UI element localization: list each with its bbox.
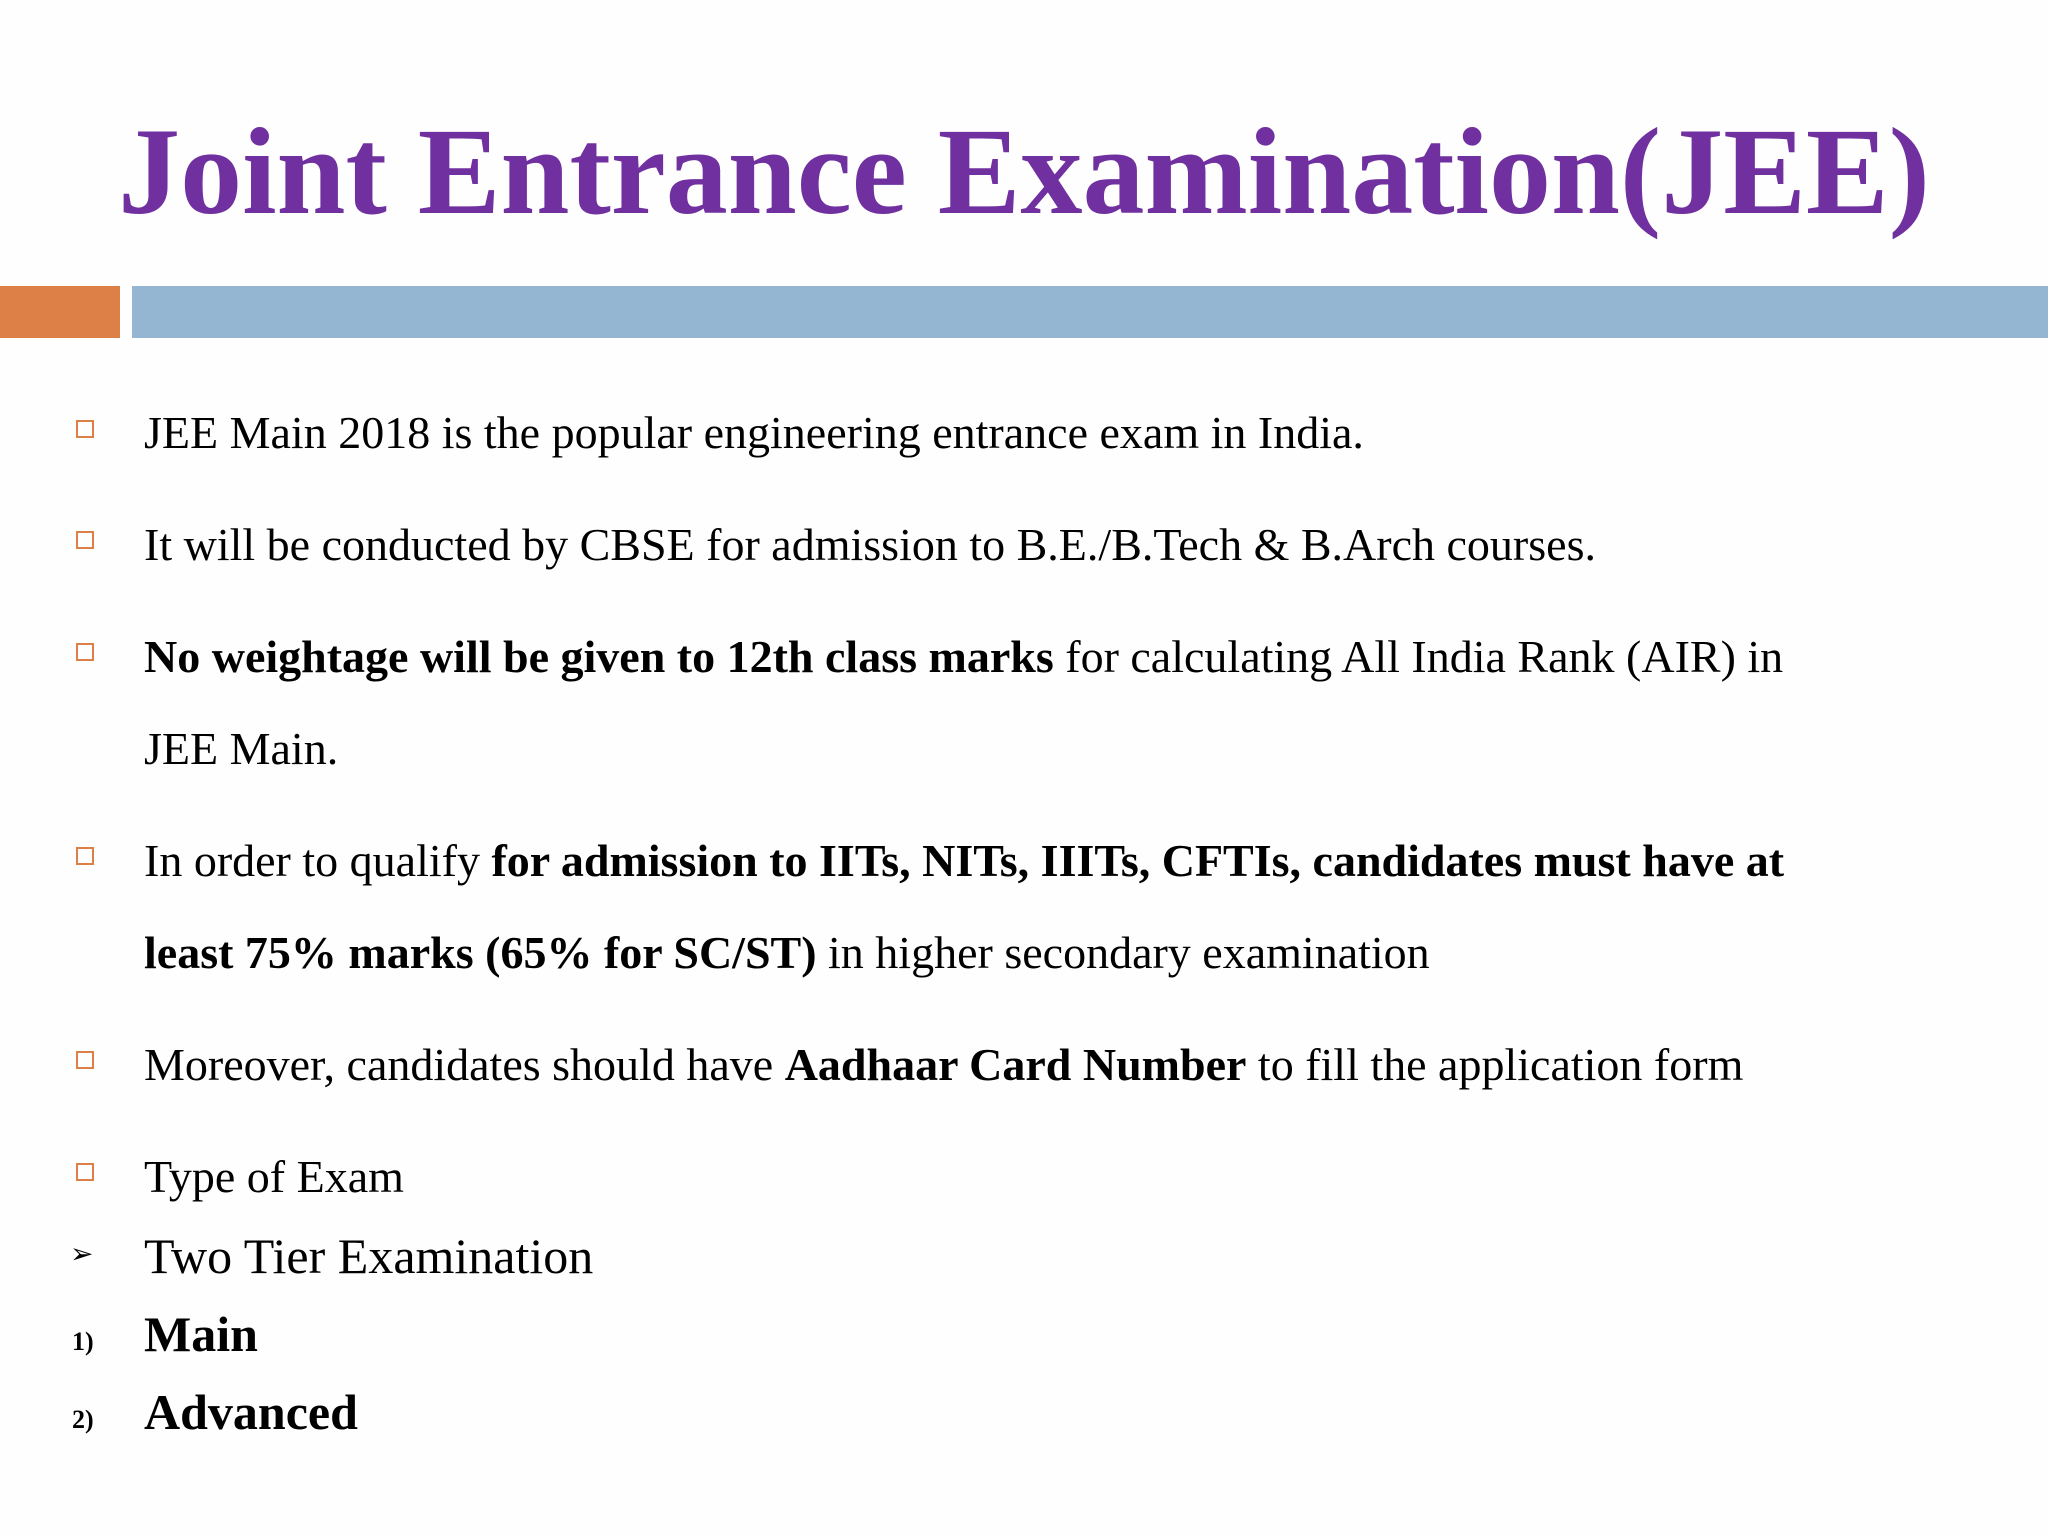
- square-bullet-icon: [76, 1163, 94, 1181]
- bullet-item-3-rest: for calculating All India Rank (AIR) in: [1053, 631, 1784, 682]
- square-bullet-icon: [76, 643, 94, 661]
- accent-bar-blue: [132, 286, 2048, 338]
- bullet-item-3-line-1: [144, 611, 2004, 703]
- arrow-bullet-icon: ➢: [70, 1237, 94, 1270]
- slide-title: Joint Entrance Examination(JEE): [118, 103, 1930, 240]
- bullet-item-4-bold-1: for admission to IITs, NITs, IIITs, CFTIs, candidates must have at: [491, 835, 1785, 886]
- list-number-1: 1): [72, 1327, 94, 1356]
- bullet-item-5-post: to fill the application form: [1246, 1039, 1744, 1090]
- square-bullet-icon: [76, 847, 94, 865]
- bullet-item-5-bold: Aadhaar Card Number: [784, 1039, 1247, 1090]
- bullet-item-2: It will be conducted by CBSE for admission to B.E./B.Tech & B.Arch courses.: [144, 519, 1596, 570]
- numbered-item-advanced: Advanced: [144, 1384, 358, 1440]
- bullet-item-1: JEE Main 2018 is the popular engineering entrance exam in India.: [144, 407, 1364, 458]
- accent-bar-orange: [0, 286, 120, 338]
- bullet-item-4-post: in higher secondary examination: [816, 927, 1430, 978]
- bullet-item-4-line-1: [144, 815, 2004, 907]
- bullet-item-4-line-2: [144, 907, 2004, 999]
- bullet-item-4-pre: In order to qualify: [144, 835, 492, 886]
- square-bullet-icon: [76, 420, 94, 438]
- numbered-item-main: Main: [144, 1306, 258, 1362]
- bullet-item-5-pre: Moreover, candidates should have: [144, 1039, 785, 1090]
- bullet-item-3-line-2: JEE Main.: [144, 723, 339, 774]
- bullet-item-5: [144, 1019, 2004, 1111]
- square-bullet-icon: [76, 1051, 94, 1069]
- bullet-item-3-bold: No weightage will be given to 12th class marks: [144, 631, 1054, 682]
- bullet-item-6: Type of Exam: [144, 1151, 404, 1202]
- bullet-item-4-bold-2: least 75% marks (65% for SC/ST): [144, 927, 817, 978]
- sub-item-two-tier: Two Tier Examination: [144, 1228, 594, 1284]
- list-number-2: 2): [72, 1405, 94, 1434]
- square-bullet-icon: [76, 531, 94, 549]
